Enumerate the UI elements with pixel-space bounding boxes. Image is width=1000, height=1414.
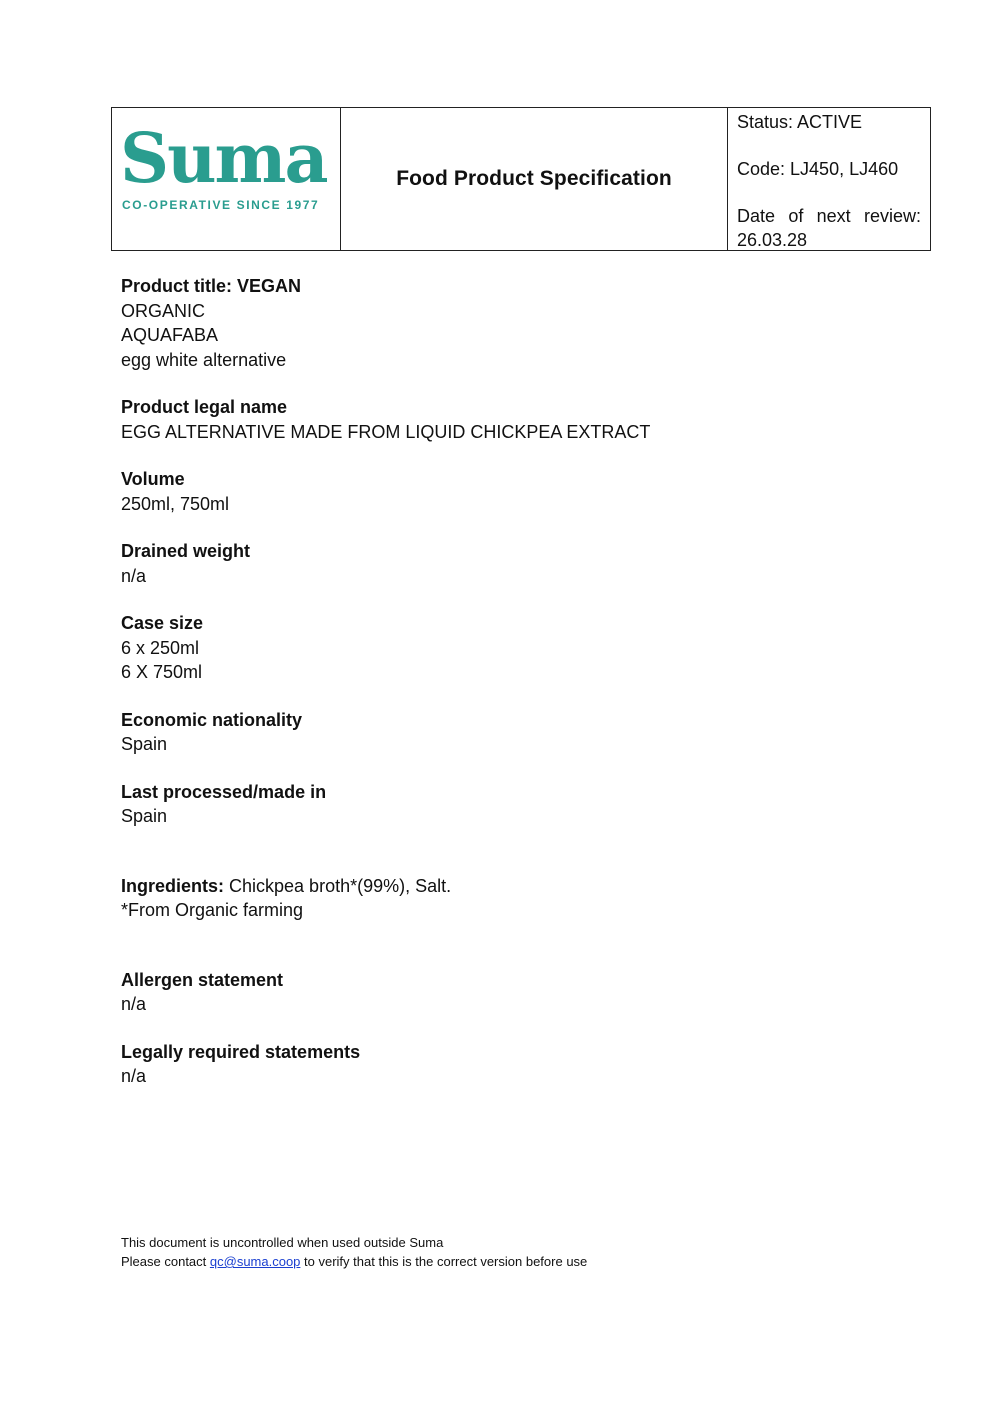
document-title: Food Product Specification xyxy=(396,167,672,190)
legal-name-label: Product legal name xyxy=(121,397,288,417)
drained-weight-value: n/a xyxy=(121,565,147,586)
footer-suffix: to verify that this is the correct version before use xyxy=(300,1254,588,1269)
product-title-line: egg white alternative xyxy=(121,349,287,370)
volume-value: 250ml, 750ml xyxy=(121,493,230,514)
footer-prefix: Please contact xyxy=(121,1254,210,1269)
legal-statements-section xyxy=(121,1040,881,1089)
volume-section xyxy=(121,467,881,516)
footer xyxy=(121,1233,587,1271)
ingredients-line xyxy=(121,874,881,899)
legal-statements-value: n/a xyxy=(121,1066,147,1086)
title-cell xyxy=(341,108,728,250)
status-cell xyxy=(728,108,930,250)
review-word-2: of xyxy=(788,206,804,226)
last-processed-label: Last processed/made in xyxy=(121,781,327,802)
legal-name-section xyxy=(121,395,881,444)
review-date: 26.03.28 xyxy=(737,230,808,250)
review-word-4: review: xyxy=(863,206,921,226)
logo-cell xyxy=(112,108,341,250)
ingredients-note: *From Organic farming xyxy=(121,900,304,920)
case-size-line: 6 x 250ml xyxy=(121,637,200,658)
economic-nationality-section xyxy=(121,708,881,757)
product-title-line: ORGANIC xyxy=(121,300,206,321)
ingredients-label: Ingredients: xyxy=(121,875,225,896)
footer-line-1: This document is uncontrolled when used outside Suma xyxy=(121,1235,444,1250)
logo-tagline: CO-OPERATIVE SINCE 1977 xyxy=(122,198,320,212)
case-size-label: Case size xyxy=(121,613,204,633)
spec-content xyxy=(121,274,881,1112)
product-title-label: Product title: VEGAN xyxy=(121,276,302,296)
review-label xyxy=(737,204,921,228)
product-title-section xyxy=(121,274,881,372)
case-size-line: 6 X 750ml xyxy=(121,662,203,682)
review-word-1: Date xyxy=(737,206,776,226)
allergen-section xyxy=(121,968,881,1017)
product-title-line: AQUAFABA xyxy=(121,325,219,345)
last-processed-section xyxy=(121,780,881,829)
legal-name-value: EGG ALTERNATIVE MADE FROM LIQUID CHICKPEA EXTRACT xyxy=(121,421,651,442)
economic-nationality-label: Economic nationality xyxy=(121,709,303,730)
review-word-3: next xyxy=(816,206,851,226)
header-table xyxy=(111,107,931,251)
status-text: Status: ACTIVE xyxy=(737,112,863,132)
case-size-section xyxy=(121,611,881,685)
last-processed-value: Spain xyxy=(121,806,168,826)
legal-statements-label: Legally required statements xyxy=(121,1041,361,1062)
footer-line-2 xyxy=(121,1252,587,1271)
volume-label: Volume xyxy=(121,469,185,489)
ingredients-section xyxy=(121,874,881,923)
drained-weight-section xyxy=(121,539,881,588)
code-text: Code: LJ450, LJ460 xyxy=(737,159,899,179)
drained-weight-label: Drained weight xyxy=(121,541,251,561)
ingredients-value: Chickpea broth*(99%), Salt. xyxy=(224,875,452,896)
contact-email-link[interactable]: qc@suma.coop xyxy=(209,1254,301,1269)
economic-nationality-value: Spain xyxy=(121,734,168,754)
allergen-value: n/a xyxy=(121,994,147,1014)
allergen-label: Allergen statement xyxy=(121,969,284,990)
suma-logo: Suma xyxy=(120,119,327,199)
